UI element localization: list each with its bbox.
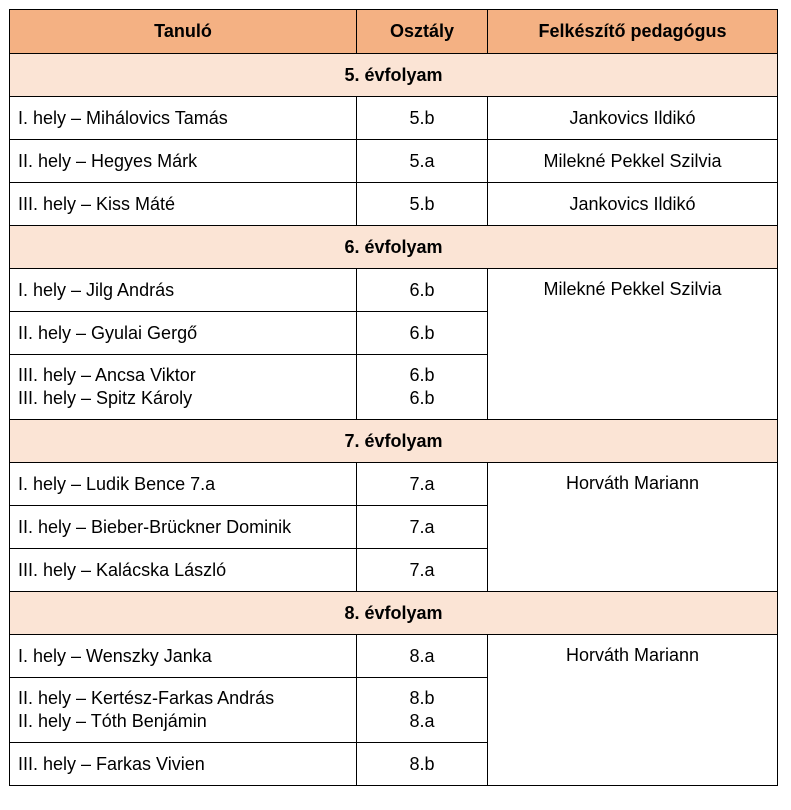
grade-row <box>10 592 778 635</box>
teacher-cell: Horváth Mariann <box>488 463 778 592</box>
student-cell <box>10 140 357 183</box>
student-line: I. hely – Mihálovics Tamás <box>18 107 228 128</box>
class-cell <box>357 183 488 226</box>
class-line: 8.b <box>409 753 435 774</box>
table-row <box>10 635 778 678</box>
class-line: 6.b <box>409 365 435 385</box>
grade-row <box>10 226 778 269</box>
class-cell <box>357 97 488 140</box>
table-row <box>10 463 778 506</box>
class-line: 6.b <box>409 279 435 300</box>
student-line: II. hely – Hegyes Márk <box>18 150 198 171</box>
grade-6-section <box>10 226 778 420</box>
student-line: II. hely – Kertész-Farkas András <box>18 688 275 708</box>
teacher-cell: Milekné Pekkel Szilvia <box>488 140 778 183</box>
class-cell <box>357 269 488 312</box>
table-row <box>10 97 778 140</box>
student-cell <box>10 635 357 678</box>
student-cell <box>10 312 357 355</box>
student-cell <box>10 678 357 743</box>
student-line: II. hely – Bieber-Brückner Dominik <box>18 516 292 537</box>
student-cell <box>10 549 357 592</box>
student-line: II. hely – Gyulai Gergő <box>18 322 198 343</box>
class-line: 8.a <box>409 645 435 666</box>
grade-label: 7. évfolyam <box>10 420 778 463</box>
student-line: III. hely – Kalácska László <box>18 559 227 580</box>
class-line: 5.a <box>409 150 435 171</box>
class-line: 7.a <box>409 516 435 537</box>
header-student: Tanuló <box>10 10 357 54</box>
header-row <box>10 10 778 54</box>
class-cell <box>357 743 488 786</box>
student-line: I. hely – Wenszky Janka <box>18 645 212 666</box>
class-line: 5.b <box>409 107 435 128</box>
class-line: 8.b <box>409 688 435 708</box>
grade-label: 6. évfolyam <box>10 226 778 269</box>
teacher-cell: Jankovics Ildikó <box>488 97 778 140</box>
header-teacher: Felkészítő pedagógus <box>488 10 778 54</box>
student-cell <box>10 183 357 226</box>
student-cell <box>10 743 357 786</box>
class-cell <box>357 140 488 183</box>
student-line: III. hely – Ancsa Viktor <box>18 365 196 385</box>
class-line: 6.b <box>409 388 435 408</box>
class-line: 7.a <box>409 559 435 580</box>
grade-5-section <box>10 54 778 226</box>
results-table-wrapper <box>9 9 778 786</box>
teacher-cell: Horváth Mariann <box>488 635 778 786</box>
table-row <box>10 269 778 312</box>
class-cell <box>357 678 488 743</box>
grade-8-section <box>10 592 778 786</box>
grade-label: 8. évfolyam <box>10 592 778 635</box>
grade-row <box>10 54 778 97</box>
student-cell <box>10 97 357 140</box>
class-cell <box>357 549 488 592</box>
student-line: III. hely – Kiss Máté <box>18 193 176 214</box>
class-line: 7.a <box>409 473 435 494</box>
class-line: 5.b <box>409 193 435 214</box>
student-line: II. hely – Tóth Benjámin <box>18 711 207 731</box>
grade-7-section <box>10 420 778 592</box>
header-class: Osztály <box>357 10 488 54</box>
student-line: III. hely – Farkas Vivien <box>18 753 205 774</box>
results-table <box>9 9 778 786</box>
class-cell <box>357 635 488 678</box>
student-line: I. hely – Jilg András <box>18 279 175 300</box>
student-line: I. hely – Ludik Bence 7.a <box>18 473 216 494</box>
student-cell <box>10 355 357 420</box>
table-row <box>10 183 778 226</box>
student-cell <box>10 506 357 549</box>
class-line: 8.a <box>409 711 435 731</box>
teacher-cell: Milekné Pekkel Szilvia <box>488 269 778 420</box>
student-cell <box>10 269 357 312</box>
grade-label: 5. évfolyam <box>10 54 778 97</box>
teacher-cell: Jankovics Ildikó <box>488 183 778 226</box>
student-line: III. hely – Spitz Károly <box>18 388 193 408</box>
class-cell <box>357 463 488 506</box>
grade-row <box>10 420 778 463</box>
class-line: 6.b <box>409 322 435 343</box>
table-row <box>10 140 778 183</box>
class-cell <box>357 506 488 549</box>
class-cell <box>357 312 488 355</box>
class-cell <box>357 355 488 420</box>
student-cell <box>10 463 357 506</box>
